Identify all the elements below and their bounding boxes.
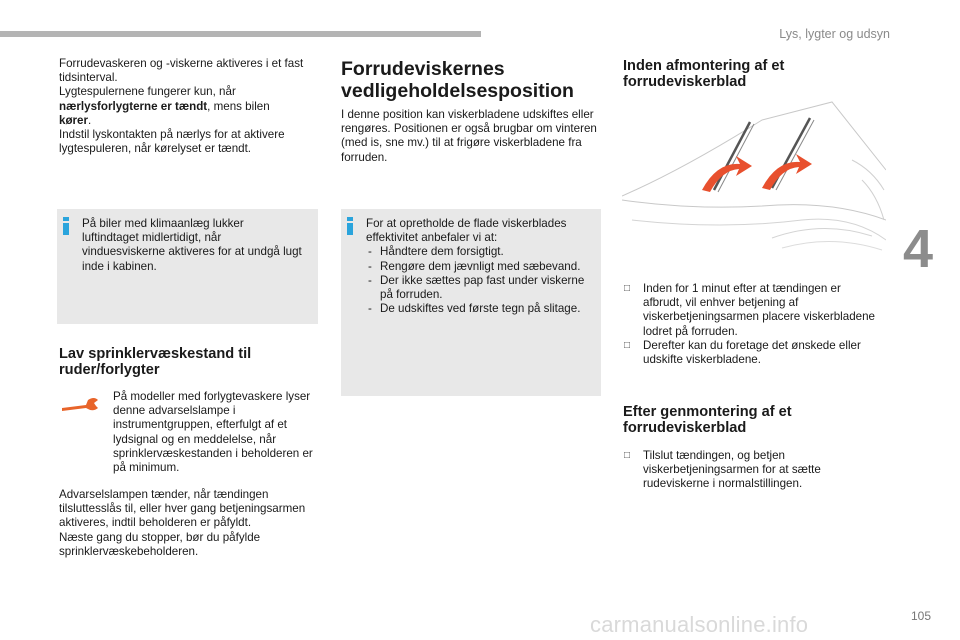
page-number: 105 — [911, 609, 932, 623]
refit-heading: Efter genmontering af et forrudeviskerblad — [623, 404, 792, 436]
para1: Advarselslampen tænder, når tændingen tilsluttesslås til, eller hver gang betjeningsarmen aktiveres, indtil beholderen er påfyldt. — [59, 488, 306, 530]
refit-list — [623, 449, 873, 492]
info-icon — [63, 217, 69, 235]
info-icon — [347, 217, 353, 235]
intro-line-1: Forrudevaskeren og -viskerne aktiveres i et fast tidsinterval. — [59, 57, 304, 85]
info-content — [366, 217, 598, 316]
info-text: På biler med klimaanlæg lukker luftindtaget midlertidigt, når vinduesviskerne aktiveres for at undgå lugt inde i kabinen. — [82, 217, 302, 273]
list-item: □ Inden for 1 minut efter at tændingen er afbrudt, vil enhver betjening af viskerbetjeningsarmen placere viskerbladene lodret på forruden. — [624, 282, 875, 338]
list-item: - De udskiftes ved første tegn på slitage. — [368, 302, 581, 316]
warning-text: På modeller med forlygtevaskere lyser denne advarselslampe i instrumentgruppen, efterfulgt af et lydsignal og en meddelelse, når sprinklervæskestanden i beholderen er på minimum. — [113, 390, 313, 475]
info-box-climate — [57, 209, 318, 324]
low-fluid-heading: Lav sprinklervæskestand til ruder/forlygter — [59, 346, 252, 378]
list-item: - Der ikke sættes pap fast under viskerne på forruden. — [368, 273, 585, 302]
windshield-illustration — [622, 100, 886, 275]
removal-list — [623, 282, 881, 367]
info-intro: For at opretholde de flade viskerblades effektivitet anbefaler vi at: — [366, 217, 567, 245]
info-box-maintenance — [341, 209, 601, 396]
intro-line-2: Lygtespulernene fungerer kun, når nærlysforlygterne er tændt, mens bilen kører. — [59, 85, 270, 127]
col1-intro — [59, 57, 321, 156]
section-title: Lys, lygter og udsyn — [779, 27, 890, 41]
col1-bottom — [59, 488, 321, 559]
list-item: □ Derefter kan du foretage det ønskede eller udskifte viskerbladene. — [624, 338, 861, 367]
header-bar — [0, 31, 481, 37]
list-item: - Rengøre dem jævnligt med sæbevand. — [368, 259, 581, 273]
warning-lamp-icon — [60, 396, 100, 419]
care-list — [366, 245, 598, 316]
intro-line-3: Indstil lyskontakten på nærlys for at aktivere lygtespuleren, når kørelyset er tændt. — [59, 128, 285, 156]
list-item: □ Tilslut tændingen, og betjen viskerbetjeningsarmen for at sætte rudeviskerne i normalstillingen. — [624, 449, 821, 491]
para2: Næste gang du stopper, bør du påfylde sprinklervæskebeholderen. — [59, 530, 261, 558]
list-item: - Håndtere dem forsigtigt. — [368, 245, 504, 259]
chapter-number: 4 — [903, 219, 934, 279]
maintenance-text: I denne position kan viskerbladene udskiftes eller rengøres. Positionen er også brugbar om vinteren (med is, sne mv.) til at frigøre viskerbladene fra forruden. — [341, 108, 597, 164]
maintenance-heading: Forrudeviskernes vedligeholdelsesposition — [341, 58, 574, 102]
removal-heading: Inden afmontering af et forrudeviskerblad — [623, 58, 785, 90]
watermark: carmanualsonline.info — [590, 612, 809, 637]
